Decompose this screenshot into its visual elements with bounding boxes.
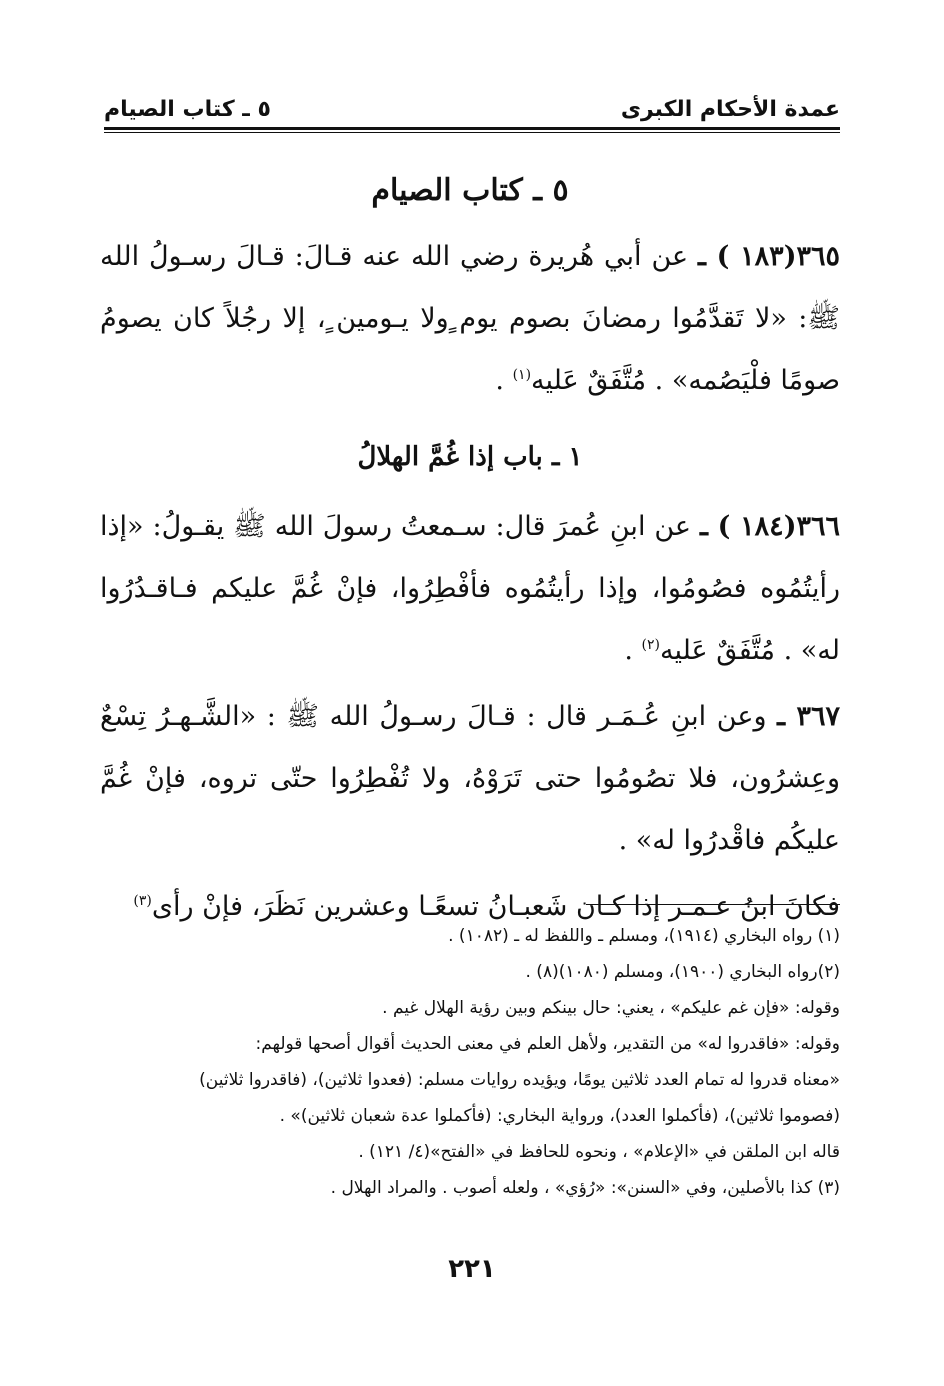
- footnote-divider: [586, 904, 840, 905]
- continuation-text: فكانَ ابنُ عـمـر إذا كـان شَعبـانُ تسعًـا وعشرين نَظَرَ، فإنْ رأى: [151, 891, 840, 922]
- footnote-line: (٣) كذا بالأصلين، وفي «السنن»: «رُؤي» ، ولعله أصوب . والمراد الهلال .: [330, 1178, 840, 1198]
- header-chapter-title: ٥ ـ كتاب الصيام: [104, 97, 271, 122]
- hadith-367: [100, 686, 840, 872]
- main-text: [100, 160, 840, 942]
- header-divider: [104, 127, 840, 133]
- footnote-line: «معناه قدروا له تمام العدد ثلاثين يومًا، ويؤيده روايات مسلم: (فعدوا ثلاثين)، (فاقدروا ثلاثين): [199, 1070, 840, 1090]
- hadith-366: [100, 496, 840, 682]
- footnote-line: (فصوموا ثلاثين)، (فأكملوا العدد)، ورواية البخاري: (فأكملوا عدة شعبان ثلاثين)» .: [279, 1106, 840, 1126]
- footnote-line: (١) رواه البخاري (١٩١٤)، ومسلم ـ واللفظ له ـ (١٠٨٢) .: [448, 926, 840, 946]
- footnote-ref: (١): [512, 367, 532, 383]
- hadith-end: .: [624, 635, 642, 666]
- hadith-text: عن ابنِ عُمرَ قال: سـمعتُ رسولَ الله ﷺ يقـولُ: «إذا رأيتُمُوه فصُومُوا، وإذا رأيتُمُوه فأفْطِرُوا، فإنْ غُمَّ عليكم فـاقـدُرُوا له» . مُتَّفَقٌ عَليه: [100, 511, 840, 666]
- hadith-number: ٣٦٦(١٨٤ ) ـ: [699, 511, 840, 542]
- hadith-text: عن أبي هُريرة رضي الله عنه قـالَ: قـالَ رسـولُ الله ﷺ: «لا تَقدَّمُوا رمضانَ بصوم يوم ٍولا يـومين ٍ، إلا رجُلاً كان يصومُ صومًا فلْيَصُمه» . مُتَّفَقٌ عَليه: [100, 241, 840, 396]
- chapter-title: ٥ ـ كتاب الصيام: [371, 173, 569, 208]
- section-title: ١ ـ باب إذا غُمَّ الهلالُ: [357, 442, 583, 472]
- hadith-number: ٣٦٥(١٨٣ ) ـ: [698, 241, 840, 272]
- hadith-end: .: [495, 365, 513, 396]
- running-header: [104, 84, 840, 122]
- footnotes: [100, 918, 840, 1206]
- hadith-number: ٣٦٧ ـ: [777, 701, 840, 732]
- footnote-line: وقوله: «فإن غم عليكم» ، يعني: حال بينكم وبين رؤية الهلال غيم .: [382, 998, 840, 1018]
- footnote-line: (٢)رواه البخاري (١٩٠٠)، ومسلم (١٠٨٠)(٨) .: [525, 962, 840, 982]
- footnote-ref: (٣): [133, 893, 152, 909]
- hadith-365: [100, 226, 840, 412]
- hadith-text: وعن ابنِ عُـمَـر قال : قـالَ رسـولُ الله ﷺ : «الشَّـهـرُ تِسْعٌ وعِشرُون، فلا تصُومُوا حتى تَرَوْهُ، ولا تُفْطِرُوا حتّى تروه، فإنْ غُمَّ عليكُم فاقْدرُوا له» .: [100, 701, 840, 856]
- page-number: ٢٢١: [448, 1254, 496, 1284]
- footnote-line: وقوله: «فاقدروا له» من التقدير، ولأهل العلم في معنى الحديث أقوال أصحها قولهم:: [255, 1034, 840, 1054]
- footnote-ref: (٢): [641, 637, 660, 653]
- footnote-line: قاله ابن الملقن في «الإعلام» ، ونحوه للحافظ في «الفتح»(٤/ ١٢١) .: [358, 1142, 840, 1162]
- header-book-title: عمدة الأحكام الكبرى: [620, 97, 840, 122]
